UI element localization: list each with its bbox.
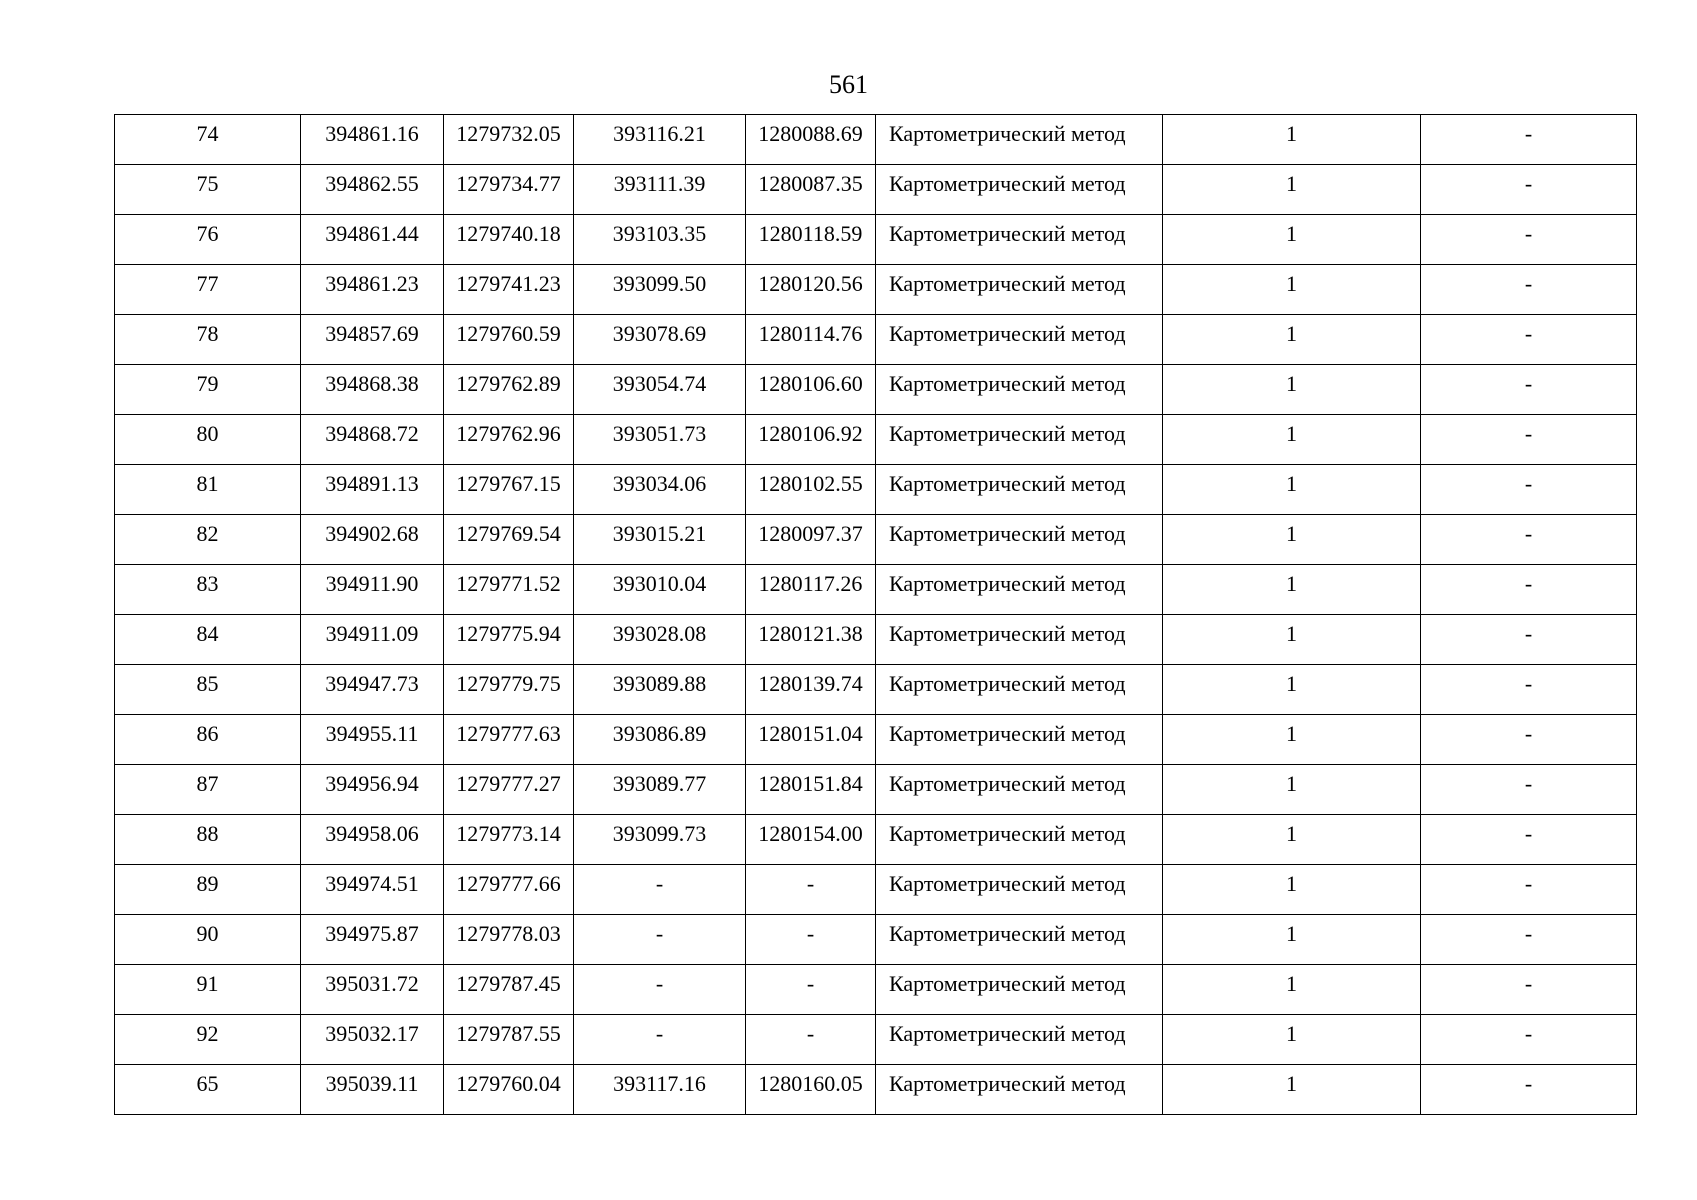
accuracy-cell: 1 <box>1163 965 1421 1015</box>
new-y-cell: 1280118.59 <box>746 215 876 265</box>
new-y-cell: 1280117.26 <box>746 565 876 615</box>
note-cell: - <box>1421 515 1637 565</box>
old-x-cell: 394956.94 <box>301 765 444 815</box>
new-x-cell: 393054.74 <box>574 365 746 415</box>
accuracy-cell: 1 <box>1163 865 1421 915</box>
new-x-cell: 393078.69 <box>574 315 746 365</box>
accuracy-cell: 1 <box>1163 565 1421 615</box>
old-y-cell: 1279767.15 <box>444 465 574 515</box>
note-cell: - <box>1421 815 1637 865</box>
method-cell: Картометрический метод <box>876 665 1163 715</box>
method-cell: Картометрический метод <box>876 965 1163 1015</box>
accuracy-cell: 1 <box>1163 715 1421 765</box>
table-row <box>115 1065 1637 1115</box>
accuracy-cell: 1 <box>1163 515 1421 565</box>
method-cell: Картометрический метод <box>876 265 1163 315</box>
note-cell: - <box>1421 165 1637 215</box>
accuracy-cell: 1 <box>1163 615 1421 665</box>
point-number-cell: 87 <box>115 765 301 815</box>
method-cell: Картометрический метод <box>876 165 1163 215</box>
note-cell: - <box>1421 115 1637 165</box>
point-number-cell: 76 <box>115 215 301 265</box>
accuracy-cell: 1 <box>1163 315 1421 365</box>
note-cell: - <box>1421 315 1637 365</box>
new-x-cell: 393051.73 <box>574 415 746 465</box>
table-row <box>115 1015 1637 1065</box>
accuracy-cell: 1 <box>1163 415 1421 465</box>
old-y-cell: 1279732.05 <box>444 115 574 165</box>
old-x-cell: 394861.44 <box>301 215 444 265</box>
point-number-cell: 79 <box>115 365 301 415</box>
point-number-cell: 80 <box>115 415 301 465</box>
method-cell: Картометрический метод <box>876 465 1163 515</box>
accuracy-cell: 1 <box>1163 215 1421 265</box>
new-x-cell: 393103.35 <box>574 215 746 265</box>
accuracy-cell: 1 <box>1163 765 1421 815</box>
new-y-cell: 1280151.84 <box>746 765 876 815</box>
old-y-cell: 1279777.63 <box>444 715 574 765</box>
old-x-cell: 394861.23 <box>301 265 444 315</box>
method-cell: Картометрический метод <box>876 115 1163 165</box>
old-x-cell: 394891.13 <box>301 465 444 515</box>
point-number-cell: 77 <box>115 265 301 315</box>
point-number-cell: 89 <box>115 865 301 915</box>
table-row <box>115 615 1637 665</box>
method-cell: Картометрический метод <box>876 1065 1163 1115</box>
new-x-cell: 393089.88 <box>574 665 746 715</box>
table-row <box>115 365 1637 415</box>
new-x-cell: - <box>574 865 746 915</box>
point-number-cell: 85 <box>115 665 301 715</box>
accuracy-cell: 1 <box>1163 815 1421 865</box>
old-y-cell: 1279771.52 <box>444 565 574 615</box>
method-cell: Картометрический метод <box>876 1015 1163 1065</box>
point-number-cell: 75 <box>115 165 301 215</box>
note-cell: - <box>1421 465 1637 515</box>
point-number-cell: 78 <box>115 315 301 365</box>
note-cell: - <box>1421 215 1637 265</box>
new-x-cell: 393089.77 <box>574 765 746 815</box>
new-x-cell: 393015.21 <box>574 515 746 565</box>
method-cell: Картометрический метод <box>876 815 1163 865</box>
new-y-cell: 1280097.37 <box>746 515 876 565</box>
old-x-cell: 395039.11 <box>301 1065 444 1115</box>
table-row <box>115 865 1637 915</box>
new-x-cell: 393117.16 <box>574 1065 746 1115</box>
new-x-cell: 393028.08 <box>574 615 746 665</box>
note-cell: - <box>1421 1065 1637 1115</box>
old-x-cell: 394857.69 <box>301 315 444 365</box>
accuracy-cell: 1 <box>1163 365 1421 415</box>
new-x-cell: 393010.04 <box>574 565 746 615</box>
old-y-cell: 1279787.45 <box>444 965 574 1015</box>
table-row <box>115 915 1637 965</box>
old-x-cell: 394958.06 <box>301 815 444 865</box>
table-row <box>115 215 1637 265</box>
table-row <box>115 165 1637 215</box>
old-x-cell: 394868.38 <box>301 365 444 415</box>
point-number-cell: 86 <box>115 715 301 765</box>
old-x-cell: 394862.55 <box>301 165 444 215</box>
old-y-cell: 1279760.04 <box>444 1065 574 1115</box>
new-y-cell: - <box>746 915 876 965</box>
point-number-cell: 82 <box>115 515 301 565</box>
new-y-cell: 1280106.60 <box>746 365 876 415</box>
old-y-cell: 1279773.14 <box>444 815 574 865</box>
new-x-cell: 393086.89 <box>574 715 746 765</box>
new-x-cell: - <box>574 915 746 965</box>
note-cell: - <box>1421 615 1637 665</box>
point-number-cell: 65 <box>115 1065 301 1115</box>
point-number-cell: 90 <box>115 915 301 965</box>
point-number-cell: 81 <box>115 465 301 515</box>
old-y-cell: 1279741.23 <box>444 265 574 315</box>
new-y-cell: 1280160.05 <box>746 1065 876 1115</box>
new-y-cell: 1280139.74 <box>746 665 876 715</box>
point-number-cell: 74 <box>115 115 301 165</box>
new-x-cell: 393116.21 <box>574 115 746 165</box>
table-row <box>115 265 1637 315</box>
table-row <box>115 565 1637 615</box>
new-x-cell: - <box>574 965 746 1015</box>
old-y-cell: 1279775.94 <box>444 615 574 665</box>
method-cell: Картометрический метод <box>876 315 1163 365</box>
table-row <box>115 515 1637 565</box>
table-row <box>115 315 1637 365</box>
point-number-cell: 91 <box>115 965 301 1015</box>
note-cell: - <box>1421 365 1637 415</box>
new-y-cell: 1280102.55 <box>746 465 876 515</box>
page-number: 561 <box>829 70 868 99</box>
coordinates-table <box>114 114 1637 1115</box>
table-row <box>115 115 1637 165</box>
new-y-cell: - <box>746 965 876 1015</box>
point-number-cell: 88 <box>115 815 301 865</box>
new-y-cell: - <box>746 1015 876 1065</box>
point-number-cell: 84 <box>115 615 301 665</box>
table-row <box>115 965 1637 1015</box>
accuracy-cell: 1 <box>1163 915 1421 965</box>
table-row <box>115 765 1637 815</box>
old-x-cell: 394974.51 <box>301 865 444 915</box>
new-y-cell: 1280121.38 <box>746 615 876 665</box>
old-y-cell: 1279778.03 <box>444 915 574 965</box>
note-cell: - <box>1421 1015 1637 1065</box>
old-x-cell: 394911.90 <box>301 565 444 615</box>
method-cell: Картометрический метод <box>876 215 1163 265</box>
old-y-cell: 1279762.96 <box>444 415 574 465</box>
new-y-cell: 1280120.56 <box>746 265 876 315</box>
note-cell: - <box>1421 415 1637 465</box>
method-cell: Картометрический метод <box>876 915 1163 965</box>
table-row <box>115 715 1637 765</box>
accuracy-cell: 1 <box>1163 465 1421 515</box>
table-row <box>115 665 1637 715</box>
accuracy-cell: 1 <box>1163 165 1421 215</box>
method-cell: Картометрический метод <box>876 565 1163 615</box>
method-cell: Картометрический метод <box>876 715 1163 765</box>
table-row <box>115 415 1637 465</box>
note-cell: - <box>1421 915 1637 965</box>
accuracy-cell: 1 <box>1163 665 1421 715</box>
old-x-cell: 394975.87 <box>301 915 444 965</box>
old-x-cell: 394955.11 <box>301 715 444 765</box>
point-number-cell: 92 <box>115 1015 301 1065</box>
old-x-cell: 394947.73 <box>301 665 444 715</box>
new-y-cell: 1280154.00 <box>746 815 876 865</box>
method-cell: Картометрический метод <box>876 365 1163 415</box>
method-cell: Картометрический метод <box>876 415 1163 465</box>
new-y-cell: - <box>746 865 876 915</box>
old-y-cell: 1279777.27 <box>444 765 574 815</box>
note-cell: - <box>1421 265 1637 315</box>
old-y-cell: 1279779.75 <box>444 665 574 715</box>
old-y-cell: 1279787.55 <box>444 1015 574 1065</box>
old-x-cell: 394911.09 <box>301 615 444 665</box>
method-cell: Картометрический метод <box>876 765 1163 815</box>
new-x-cell: - <box>574 1015 746 1065</box>
new-x-cell: 393111.39 <box>574 165 746 215</box>
method-cell: Картометрический метод <box>876 515 1163 565</box>
note-cell: - <box>1421 765 1637 815</box>
method-cell: Картометрический метод <box>876 865 1163 915</box>
new-y-cell: 1280106.92 <box>746 415 876 465</box>
note-cell: - <box>1421 865 1637 915</box>
note-cell: - <box>1421 715 1637 765</box>
old-x-cell: 395031.72 <box>301 965 444 1015</box>
accuracy-cell: 1 <box>1163 115 1421 165</box>
accuracy-cell: 1 <box>1163 265 1421 315</box>
accuracy-cell: 1 <box>1163 1015 1421 1065</box>
new-y-cell: 1280114.76 <box>746 315 876 365</box>
new-y-cell: 1280088.69 <box>746 115 876 165</box>
old-x-cell: 394868.72 <box>301 415 444 465</box>
old-x-cell: 394861.16 <box>301 115 444 165</box>
new-y-cell: 1280087.35 <box>746 165 876 215</box>
new-y-cell: 1280151.04 <box>746 715 876 765</box>
new-x-cell: 393034.06 <box>574 465 746 515</box>
old-y-cell: 1279760.59 <box>444 315 574 365</box>
new-x-cell: 393099.50 <box>574 265 746 315</box>
note-cell: - <box>1421 665 1637 715</box>
old-y-cell: 1279769.54 <box>444 515 574 565</box>
table-row <box>115 815 1637 865</box>
old-x-cell: 394902.68 <box>301 515 444 565</box>
old-y-cell: 1279734.77 <box>444 165 574 215</box>
table-row <box>115 465 1637 515</box>
old-y-cell: 1279762.89 <box>444 365 574 415</box>
method-cell: Картометрический метод <box>876 615 1163 665</box>
note-cell: - <box>1421 965 1637 1015</box>
old-y-cell: 1279740.18 <box>444 215 574 265</box>
point-number-cell: 83 <box>115 565 301 615</box>
accuracy-cell: 1 <box>1163 1065 1421 1115</box>
note-cell: - <box>1421 565 1637 615</box>
new-x-cell: 393099.73 <box>574 815 746 865</box>
old-x-cell: 395032.17 <box>301 1015 444 1065</box>
old-y-cell: 1279777.66 <box>444 865 574 915</box>
